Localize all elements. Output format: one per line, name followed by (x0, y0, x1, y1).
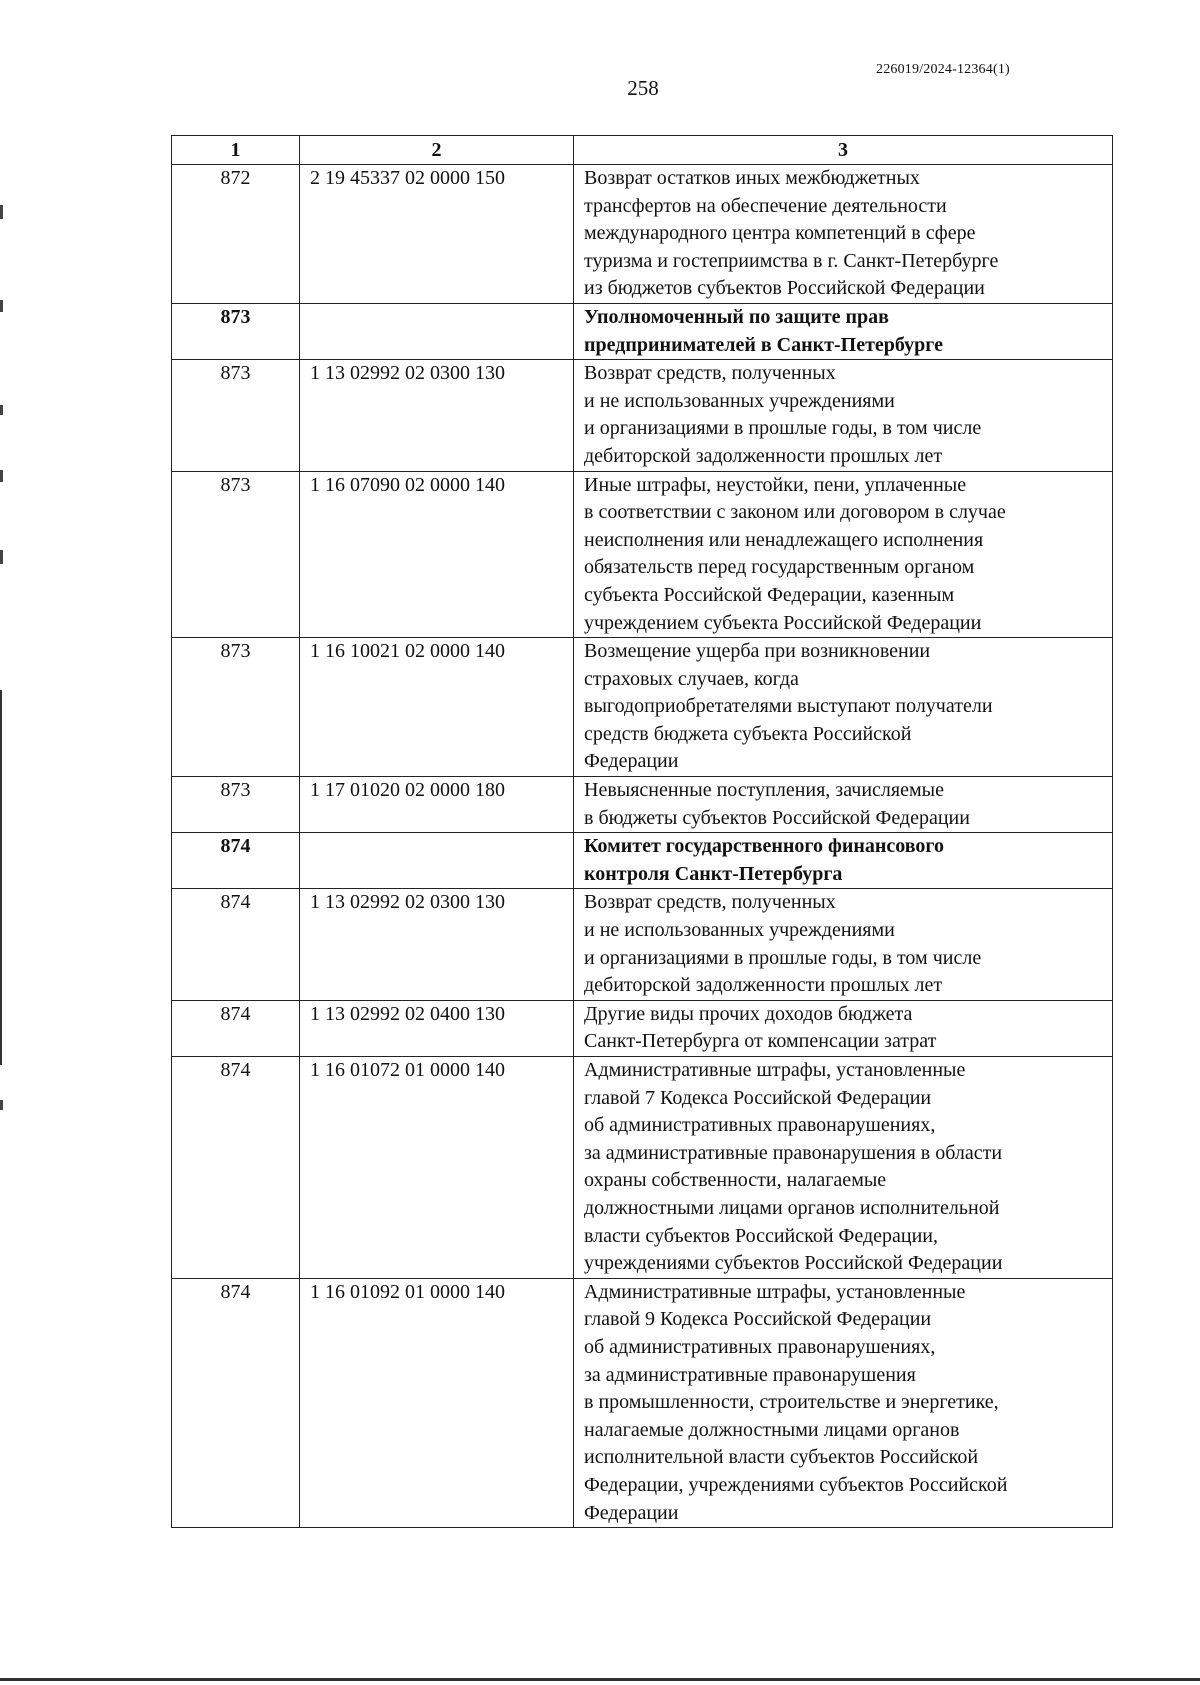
description-cell: Невыясненные поступления, зачисляемые в бюджеты субъектов Российской Федерации (574, 777, 1113, 833)
description-cell: Уполномоченный по защите прав предпринимателей в Санкт-Петербурге (574, 303, 1113, 359)
table-row (172, 1057, 1113, 1279)
margin-mark (0, 550, 3, 564)
document-id: 226019/2024-12364(1) (876, 62, 1010, 77)
budget-code-cell (300, 303, 574, 359)
margin-mark (0, 470, 3, 482)
admin-code-cell: 872 (172, 165, 300, 304)
table-header-row (172, 136, 1113, 165)
table-row (172, 1278, 1113, 1527)
budget-code-cell: 1 17 01020 02 0000 180 (300, 777, 574, 833)
description-cell: Иные штрафы, неустойки, пени, уплаченные в соответствии с законом или договором в случае неисполнения или ненадлежащего исполнения обязательств перед государственным органом субъекта Российской Федерации, казенным учреждением субъекта Российской Федерации (574, 471, 1113, 638)
table-row (172, 1000, 1113, 1056)
description-cell: Возмещение ущерба при возникновении страховых случаев, когда выгодоприобретателями выступают получатели средств бюджета субъекта Российской Федерации (574, 638, 1113, 777)
table-row (172, 638, 1113, 777)
budget-code-cell: 1 13 02992 02 0400 130 (300, 1000, 574, 1056)
description-cell: Комитет государственного финансового контроля Санкт-Петербурга (574, 833, 1113, 889)
margin-mark (0, 300, 3, 312)
table-row (172, 360, 1113, 471)
admin-code-cell: 873 (172, 360, 300, 471)
column-header-3: 3 (574, 136, 1113, 165)
margin-rule (0, 690, 2, 1065)
column-header-1: 1 (172, 136, 300, 165)
budget-code-cell: 1 13 02992 02 0300 130 (300, 360, 574, 471)
table-row (172, 833, 1113, 889)
budget-code-cell: 1 16 07090 02 0000 140 (300, 471, 574, 638)
margin-mark (0, 205, 3, 219)
admin-code-cell: 874 (172, 1000, 300, 1056)
budget-code-cell: 1 16 01092 01 0000 140 (300, 1278, 574, 1527)
table-row (172, 471, 1113, 638)
admin-code-cell: 874 (172, 833, 300, 889)
description-cell: Возврат средств, полученных и не использованных учреждениями и организациями в прошлые годы, в том числе дебиторской задолженности прошлых лет (574, 360, 1113, 471)
description-cell: Другие виды прочих доходов бюджета Санкт-Петербурга от компенсации затрат (574, 1000, 1113, 1056)
margin-mark (0, 405, 3, 415)
admin-code-cell: 874 (172, 1057, 300, 1279)
description-cell: Административные штрафы, установленные главой 9 Кодекса Российской Федерации об административных правонарушениях, за административные правонарушения в промышленности, строительстве и энергетике, налагаемые должностными лицами органов исполнительной власти субъектов Российской Федерации, учреждениями субъектов Российской Федерации (574, 1278, 1113, 1527)
margin-mark (0, 1100, 3, 1110)
description-cell: Возврат средств, полученных и не использованных учреждениями и организациями в прошлые годы, в том числе дебиторской задолженности прошлых лет (574, 889, 1113, 1000)
admin-code-cell: 873 (172, 471, 300, 638)
table-row (172, 889, 1113, 1000)
budget-code-cell: 1 13 02992 02 0300 130 (300, 889, 574, 1000)
table-row (172, 165, 1113, 304)
admin-code-cell: 874 (172, 1278, 300, 1527)
admin-code-cell: 873 (172, 303, 300, 359)
budget-codes-table (171, 135, 1113, 1528)
table-row (172, 303, 1113, 359)
column-header-2: 2 (300, 136, 574, 165)
budget-code-cell (300, 833, 574, 889)
admin-code-cell: 873 (172, 638, 300, 777)
bottom-rule (0, 1678, 1200, 1681)
description-cell: Административные штрафы, установленные главой 7 Кодекса Российской Федерации об административных правонарушениях, за административные правонарушения в области охраны собственности, налагаемые должностными лицами органов исполнительной власти субъектов Российской Федерации, учреждениями субъектов Российской Федерации (574, 1057, 1113, 1279)
table-row (172, 777, 1113, 833)
budget-code-cell: 2 19 45337 02 0000 150 (300, 165, 574, 304)
budget-code-cell: 1 16 01072 01 0000 140 (300, 1057, 574, 1279)
budget-code-cell: 1 16 10021 02 0000 140 (300, 638, 574, 777)
description-cell: Возврат остатков иных межбюджетных трансфертов на обеспечение деятельности международного центра компетенций в сфере туризма и гостеприимства в г. Санкт-Петербурге из бюджетов субъектов Российской Федерации (574, 165, 1113, 304)
page-number: 258 (627, 76, 659, 100)
admin-code-cell: 874 (172, 889, 300, 1000)
admin-code-cell: 873 (172, 777, 300, 833)
